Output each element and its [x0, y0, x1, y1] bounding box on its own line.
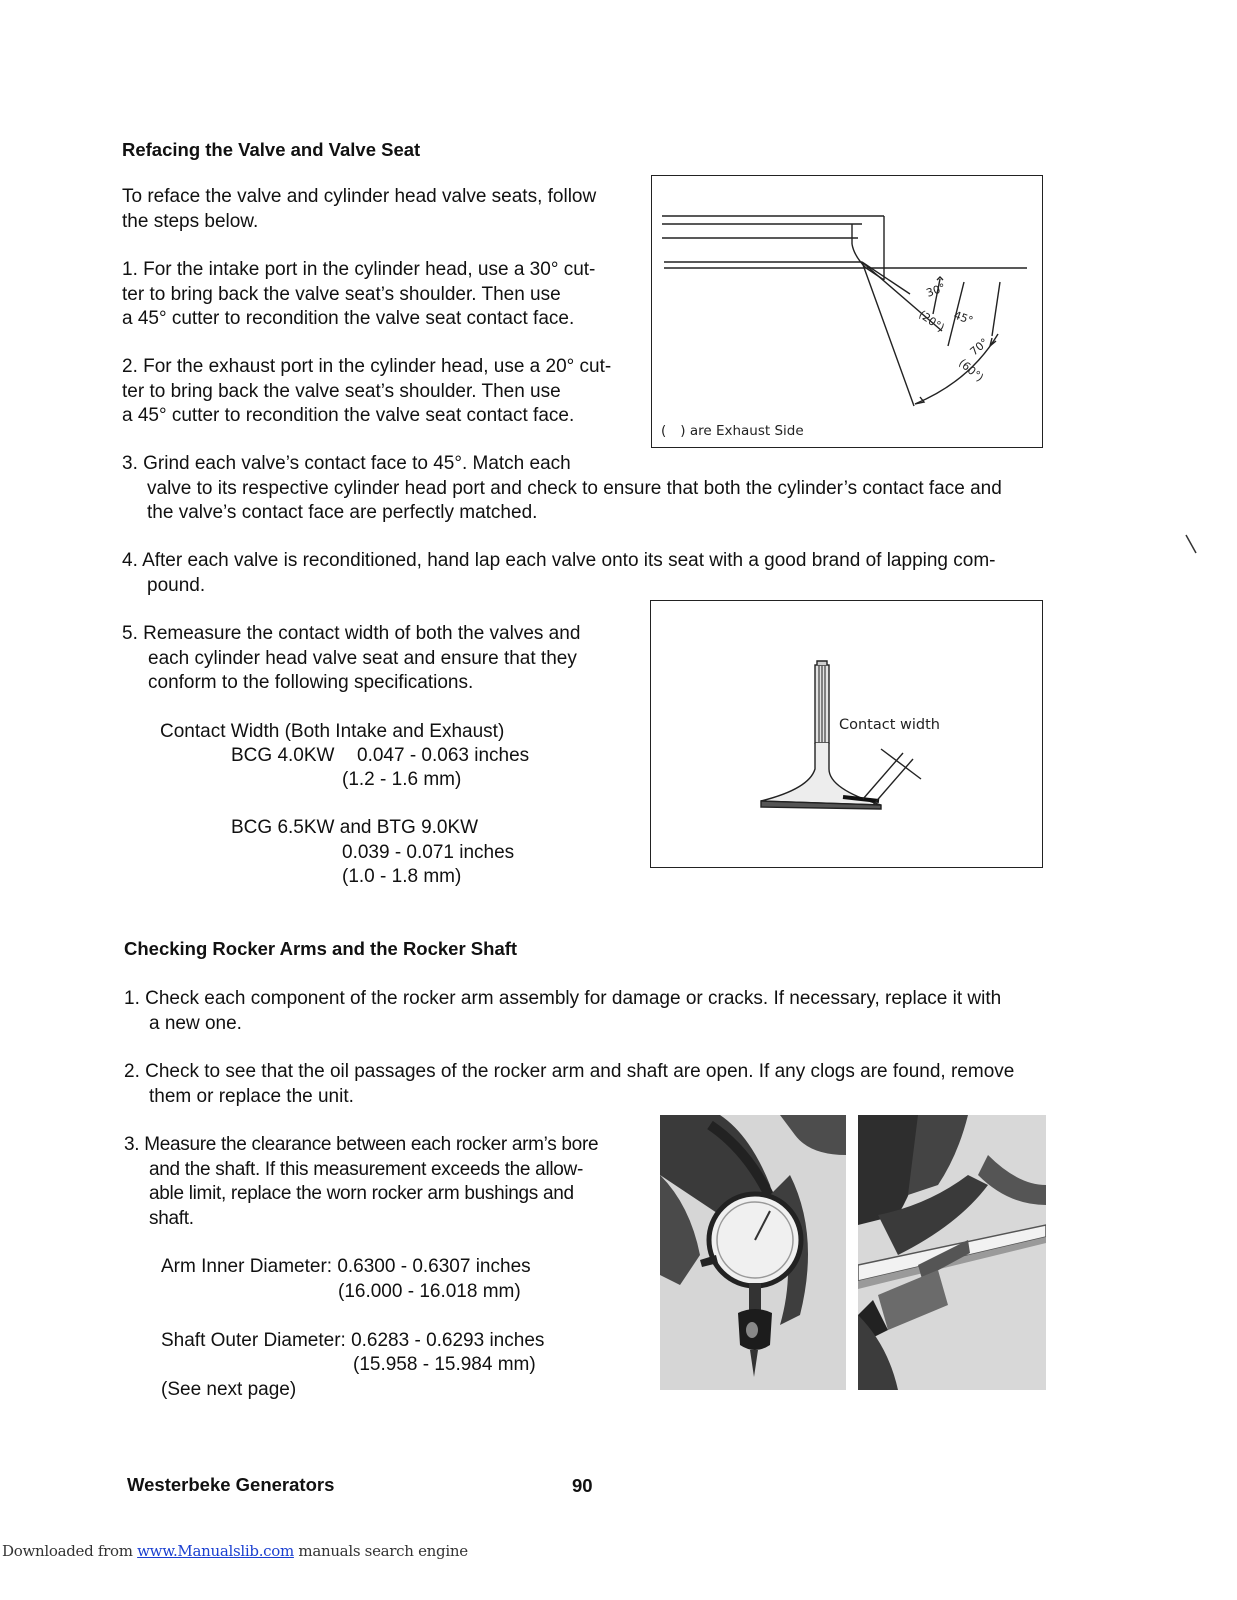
text-line: 2. Check to see that the oil passages of the rocker arm and shaft are open. If any clogs are found, remove: [124, 1061, 1015, 1082]
rocker-step-3: [124, 1133, 598, 1231]
text-line: conform to the following specifications.: [148, 672, 474, 693]
photo-micrometer-measuring-shaft: [858, 1115, 1046, 1390]
step-4-lapping: [122, 549, 996, 598]
section-heading-refacing: Refacing the Valve and Valve Seat: [122, 139, 421, 160]
step-5-remeasure: [122, 622, 580, 696]
spec-b-inches: 0.039 - 0.071 inches: [342, 842, 515, 863]
micrometer-photo-drawing: [858, 1115, 1046, 1390]
step-3-grind: [122, 452, 1002, 526]
shaft-outer-diameter-mm: (15.958 - 15.984 mm): [353, 1354, 536, 1375]
text-line: 1. Check each component of the rocker arm assembly for damage or cracks. If necessary, replace it with: [124, 988, 1002, 1009]
text-line: shaft.: [149, 1207, 194, 1229]
valve-contact-width-figure: [650, 600, 1043, 868]
text-line: the steps below.: [122, 210, 259, 232]
text-line: 5. Remeasure the contact width of both the valves and: [122, 623, 581, 644]
text-line: 3. Measure the clearance between each rocker arm’s bore: [124, 1134, 599, 1155]
shaft-outer-diameter: Shaft Outer Diameter: 0.6283 - 0.6293 inches: [161, 1330, 545, 1351]
scan-mark: [1184, 533, 1200, 557]
text-line: each cylinder head valve seat and ensure that they: [148, 647, 577, 669]
text-line: To reface the valve and cylinder head valve seats, follow: [122, 186, 597, 207]
text-line: 3. Grind each valve’s contact face to 45°. Match each: [122, 453, 571, 474]
text-line: them or replace the unit.: [149, 1085, 354, 1107]
text-line: a 45° cutter to recondition the valve seat contact face.: [122, 308, 575, 329]
angle-label-30: 30°: [924, 280, 948, 300]
angle-label-60: (60°): [956, 356, 986, 385]
step-2-exhaust: [122, 355, 611, 429]
download-suffix: manuals search engine: [293, 1542, 468, 1560]
valve-seat-angle-drawing: [652, 176, 1041, 446]
step-1-intake: [122, 258, 595, 332]
spec-b-mm: (1.0 - 1.8 mm): [342, 866, 462, 887]
text-line: 4. After each valve is reconditioned, hand lap each valve onto its seat with a good brand of lapping com-: [122, 550, 996, 571]
exhaust-side-caption: [661, 423, 804, 439]
download-banner: [2, 1542, 468, 1560]
section-heading-rocker: Checking Rocker Arms and the Rocker Shaft: [124, 938, 518, 959]
caliper-photo-drawing: [660, 1115, 846, 1390]
see-next-page: (See next page): [161, 1379, 297, 1400]
contact-width-label: Contact width: [839, 717, 940, 733]
text-line: the valve’s contact face are perfectly matched.: [147, 502, 538, 523]
manualslib-link[interactable]: www.Manualslib.com: [137, 1542, 294, 1560]
caption-paren: (: [661, 423, 667, 439]
page-number: 90: [572, 1475, 593, 1496]
text-line: and the shaft. If this measurement exceeds the allow-: [149, 1158, 584, 1180]
spec-title: Contact Width (Both Intake and Exhaust): [160, 721, 505, 742]
text-line: ter to bring back the valve seat’s shoulder. Then use: [122, 283, 561, 305]
valve-drawing: [651, 601, 1041, 866]
valve-seat-angle-figure: [651, 175, 1043, 448]
rocker-step-1: [124, 987, 1001, 1036]
text-line: ter to bring back the valve seat’s shoulder. Then use: [122, 380, 561, 402]
rocker-step-2: [124, 1060, 1014, 1109]
text-line: able limit, replace the worn rocker arm bushings and: [149, 1183, 574, 1204]
angle-label-70: 70°: [967, 335, 991, 359]
text-line: a new one.: [149, 1012, 242, 1034]
spec-a-inches: 0.047 - 0.063 inches: [357, 745, 530, 766]
download-prefix: Downloaded from: [2, 1542, 138, 1560]
text-line: 2. For the exhaust port in the cylinder head, use a 20° cut-: [122, 356, 612, 377]
spec-a-model: BCG 4.0KW: [231, 745, 335, 766]
caption-text: ) are Exhaust Side: [680, 423, 804, 439]
footer-brand: Westerbeke Generators: [127, 1474, 335, 1495]
text-line: a 45° cutter to recondition the valve seat contact face.: [122, 405, 575, 426]
intro-paragraph: [122, 185, 596, 234]
text-line: 1. For the intake port in the cylinder head, use a 30° cut-: [122, 259, 596, 280]
text-line: pound.: [147, 574, 206, 596]
arm-inner-diameter-mm: (16.000 - 16.018 mm): [338, 1281, 521, 1302]
photo-caliper-measuring-bore: [660, 1115, 846, 1390]
spec-a-mm: (1.2 - 1.6 mm): [342, 769, 462, 790]
angle-label-20: (20°): [916, 307, 947, 335]
text-line: valve to its respective cylinder head port and check to ensure that both the cylinder’s contact face and: [147, 477, 1002, 499]
arm-inner-diameter: Arm Inner Diameter: 0.6300 - 0.6307 inches: [161, 1256, 531, 1277]
spec-b-model: BCG 6.5KW and BTG 9.0KW: [231, 817, 479, 838]
angle-label-45: 45°: [951, 308, 975, 328]
